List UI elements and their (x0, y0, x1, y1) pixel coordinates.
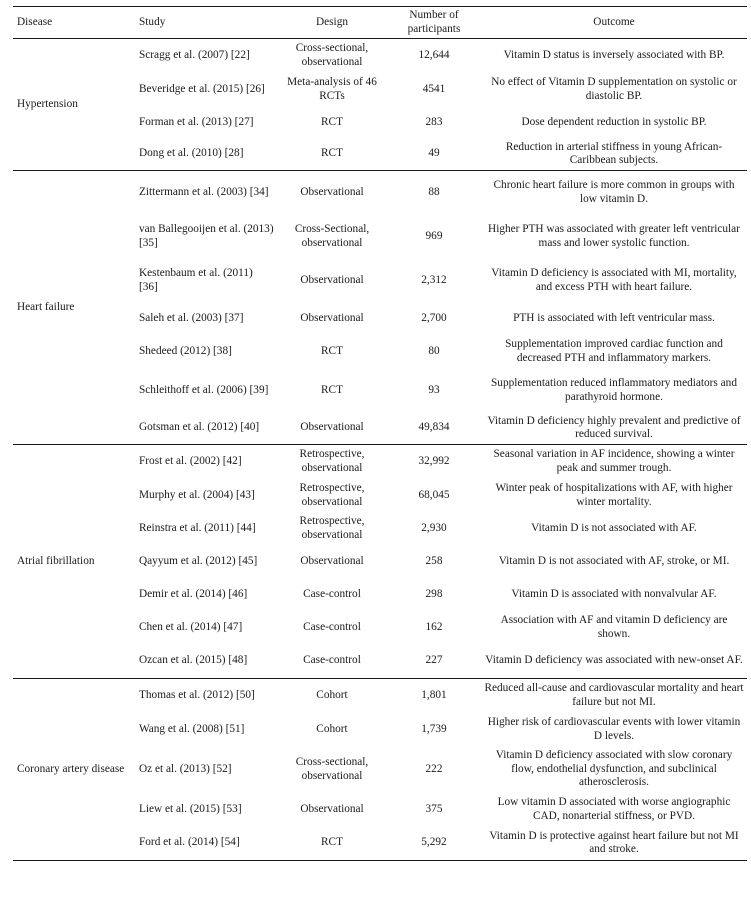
header-design: Design (277, 7, 387, 39)
design-cell: Observational (300, 421, 364, 434)
design-cell: RCT (321, 115, 343, 128)
study-cell: Frost et al. (2002) [42] (133, 445, 277, 479)
design-cell: Cross-Sectional, observational (294, 222, 370, 249)
participants-cell: 283 (425, 115, 443, 128)
outcome-cell: PTH is associated with left ventricular mass. (513, 311, 715, 324)
table-row (13, 679, 747, 713)
header-disease: Disease (13, 7, 133, 39)
design-cell: Retrospective, observational (277, 445, 387, 479)
participants-cell: 222 (425, 762, 443, 775)
study-cell: Dong et al. (2010) [28] (139, 147, 244, 160)
study-cell: Schleithoff et al. (2006) [39] (139, 383, 269, 396)
design-cell: Observational (300, 554, 364, 567)
study-cell: Demir et al. (2014) [46] (139, 587, 248, 600)
study-cell: Kestenbaum et al. (2011) [36] (139, 266, 253, 293)
outcome-cell: Seasonal variation in AF incidence, showing a winter peak and summer trough. (481, 445, 747, 479)
participants-cell: 49 (428, 147, 440, 160)
study-cell: van Ballegooijen et al. (2013) [35] (139, 222, 274, 249)
participants-cell: 969 (425, 229, 443, 242)
design-cell: Case-control (303, 654, 361, 667)
study-cell: Reinstra et al. (2011) [44] (139, 521, 256, 534)
participants-cell: 49,834 (418, 421, 450, 434)
table-row (13, 39, 747, 73)
design-cell: Case-control (303, 620, 361, 633)
participants-cell: 80 (428, 344, 440, 357)
participants-cell: 1,739 (421, 722, 447, 735)
participants-cell: 162 (425, 620, 443, 633)
participants-cell: 5,292 (421, 836, 447, 849)
outcome-cell: Supplementation reduced inflammatory mediators and parathyroid hormone. (491, 376, 737, 403)
design-cell: Cross-sectional, observational (295, 42, 369, 68)
header-study: Study (133, 7, 277, 39)
table-header (13, 7, 747, 39)
study-cell: Chen et al. (2014) [47] (139, 620, 243, 633)
outcome-cell: Low vitamin D associated with worse angiographic CAD, nonarterial stiffness, or PVD. (497, 795, 731, 822)
design-cell: Cohort (277, 679, 387, 713)
outcome-cell: Vitamin D is associated with nonvalvular AF. (511, 587, 717, 600)
outcome-cell: Higher PTH was associated with greater left ventricular mass and lower systolic function. (488, 222, 740, 249)
outcome-cell: Supplementation improved cardiac function and decreased PTH and inflammatory markers. (505, 337, 723, 364)
design-cell: Case-control (303, 587, 361, 600)
outcome-cell: Reduced all-cause and cardiovascular mortality and heart failure but not MI. (481, 679, 747, 713)
participants-cell: 12,644 (418, 48, 450, 61)
outcome-cell: Dose dependent reduction in systolic BP. (521, 115, 707, 128)
outcome-cell: Reduction in arterial stiffness in young African-Caribbean subjects. (505, 140, 723, 167)
participants-cell: 68,045 (418, 488, 450, 501)
design-cell: RCT (321, 383, 343, 396)
outcome-cell: Vitamin D is protective against heart failure but not MI and stroke. (489, 829, 739, 856)
outcome-cell: Vitamin D deficiency highly prevalent and predictive of reduced survival. (487, 414, 741, 441)
design-cell: Observational (300, 311, 364, 324)
design-cell: RCT (321, 344, 343, 357)
design-cell: Retrospective, observational (299, 481, 365, 508)
outcome-cell: Vitamin D status is inversely associated with BP. (503, 48, 725, 61)
outcome-cell: Chronic heart failure is more common in groups with low vitamin D. (481, 171, 747, 215)
participants-cell: 2,312 (421, 273, 447, 286)
participants-cell: 32,992 (387, 445, 481, 479)
outcome-cell: Association with AF and vitamin D deficiency are shown. (500, 613, 728, 640)
disease-cell: Atrial fibrillation (13, 445, 133, 679)
study-cell: Liew et al. (2015) [53] (139, 802, 242, 815)
study-cell: Ford et al. (2014) [54] (139, 836, 240, 849)
study-cell: Forman et al. (2013) [27] (139, 115, 254, 128)
design-cell: Observational (277, 171, 387, 215)
design-cell: Observational (300, 802, 364, 815)
participants-cell: 1,801 (387, 679, 481, 713)
design-cell: Observational (300, 273, 364, 286)
participants-cell: 298 (425, 587, 443, 600)
study-cell: Shedeed (2012) [38] (139, 344, 232, 357)
participants-cell: 4541 (422, 82, 446, 95)
study-cell: Beveridge et al. (2015) [26] (139, 82, 265, 95)
studies-table (13, 6, 747, 861)
table-body (13, 39, 747, 861)
study-cell: Thomas et al. (2012) [50] (133, 679, 277, 713)
disease-cell: Hypertension (17, 97, 78, 110)
header-outcome: Outcome (481, 7, 747, 39)
participants-cell: 375 (425, 802, 443, 815)
study-cell: Ozcan et al. (2015) [48] (139, 654, 248, 667)
header-participants: Number of participants (387, 7, 481, 39)
disease-cell: Coronary artery disease (13, 679, 133, 861)
participants-cell: 88 (387, 171, 481, 215)
disease-cell: Heart failure (13, 171, 133, 445)
outcome-cell: Vitamin D is not associated with AF, stroke, or MI. (498, 554, 730, 567)
study-cell: Wang et al. (2008) [51] (139, 722, 245, 735)
participants-cell: 227 (425, 654, 443, 667)
design-cell: Meta-analysis of 46 RCTs (287, 75, 377, 102)
outcome-cell: Winter peak of hospitalizations with AF, with higher winter mortality. (495, 481, 733, 508)
design-cell: Retrospective, observational (299, 514, 365, 541)
outcome-cell: Vitamin D deficiency was associated with new-onset AF. (485, 654, 743, 667)
design-cell: RCT (321, 836, 343, 849)
table-row (13, 445, 747, 479)
outcome-cell: No effect of Vitamin D supplementation on systolic or diastolic BP. (491, 75, 737, 102)
outcome-cell: Vitamin D is not associated with AF. (531, 521, 697, 534)
design-cell: Cohort (316, 722, 348, 735)
table-row (13, 171, 747, 215)
participants-cell: 258 (425, 554, 443, 567)
participants-cell: 93 (428, 383, 440, 396)
study-cell: Qayyum et al. (2012) [45] (139, 554, 258, 567)
study-cell: Zittermann et al. (2003) [34] (133, 171, 277, 215)
design-cell: Cross-sectional, observational (295, 755, 369, 782)
study-cell: Saleh et al. (2003) [37] (139, 311, 244, 324)
outcome-cell: Vitamin D deficiency is associated with MI, mortality, and excess PTH with heart failure. (491, 266, 737, 293)
header-row (13, 7, 747, 39)
study-cell: Scragg et al. (2007) [22] (139, 48, 250, 61)
participants-cell: 2,700 (421, 311, 447, 324)
outcome-cell: Higher risk of cardiovascular events with lower vitamin D levels. (487, 715, 741, 742)
design-cell: RCT (321, 147, 343, 160)
outcome-cell: Vitamin D deficiency associated with slow coronary flow, endothelial dysfunction, and subclinical atherosclerosis. (495, 749, 733, 789)
study-cell: Murphy et al. (2004) [43] (139, 488, 255, 501)
study-cell: Gotsman et al. (2012) [40] (139, 421, 260, 434)
participants-cell: 2,930 (421, 521, 447, 534)
study-cell: Oz et al. (2013) [52] (139, 762, 232, 775)
